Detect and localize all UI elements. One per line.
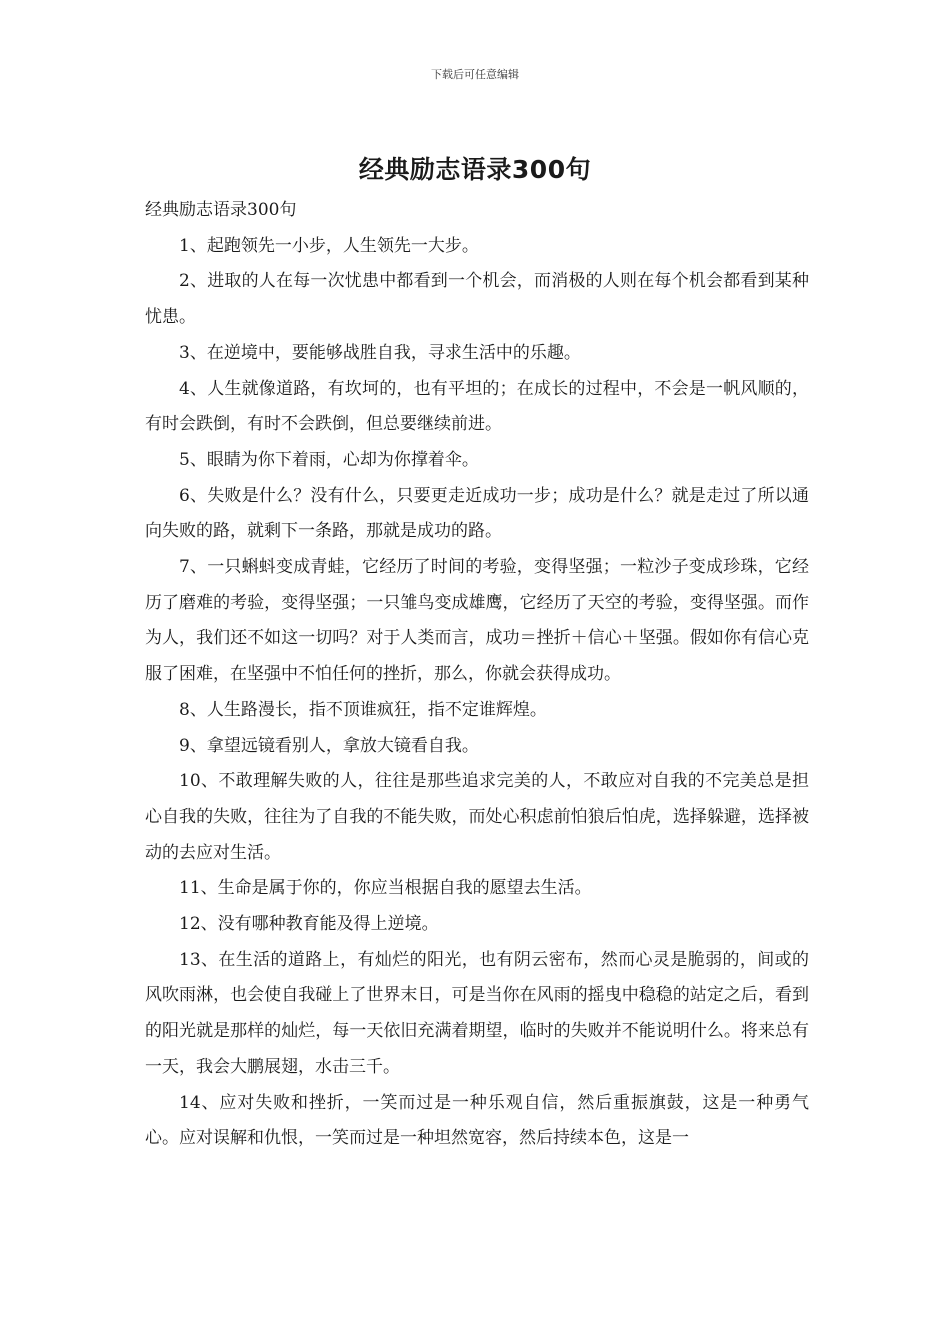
header-note: 下载后可任意编辑 [431, 68, 519, 81]
paragraph: 14、应对失败和挫折，一笑而过是一种乐观自信，然后重振旗鼓，这是一种勇气心。应对误解和仇恨，一笑而过是一种坦然宽容，然后持续本色，这是一 [145, 1092, 809, 1149]
paragraph: 11、生命是属于你的，你应当根据自我的愿望去生活。 [179, 878, 592, 899]
document-body [145, 193, 809, 1157]
paragraph: 13、在生活的道路上，有灿烂的阳光，也有阴云密布，然而心灵是脆弱的，间或的风吹雨淋，也会使自我碰上了世界末日，可是当你在风雨的摇曳中稳稳的站定之后，看到的阳光就是那样的灿烂，每一天依旧充满着期望，临时的失败并不能说明什么。将来总有一天，我会大鹏展翅，水击三千。 [145, 949, 809, 1077]
document-title: 经典励志语录300句 [358, 155, 592, 184]
paragraph: 8、人生路漫长，指不顶谁疯狂，指不定谁辉煌。 [179, 699, 547, 720]
paragraph: 12、没有哪种教育能及得上逆境。 [179, 914, 439, 935]
subtitle-line: 经典励志语录300句 [145, 200, 297, 220]
paragraph: 7、一只蝌蚪变成青蛙，它经历了时间的考验，变得坚强；一粒沙子变成珍珠，它经历了磨难的考验，变得坚强；一只雏鸟变成雄鹰，它经历了天空的考验，变得坚强。而作为人，我们还不如这一切吗？对于人类而言，成功＝挫折＋信心＋坚强。假如你有信心克服了困难，在坚强中不怕任何的挫折，那么，你就会获得成功。 [145, 557, 809, 685]
paragraph: 6、失败是什么？没有什么，只要更走近成功一步；成功是什么？就是走过了所以通向失败的路，就剩下一条路，那就是成功的路。 [145, 485, 809, 542]
paragraph: 9、拿望远镜看别人，拿放大镜看自我。 [179, 735, 479, 756]
paragraph: 10、不敢理解失败的人，往往是那些追求完美的人，不敢应对自我的不完美总是担心自我的失败，往往为了自我的不能失败，而处心积虑前怕狼后怕虎，选择躲避，选择被动的去应对生活。 [145, 771, 809, 863]
paragraph: 4、人生就像道路，有坎坷的，也有平坦的；在成长的过程中，不会是一帆风顺的，有时会跌倒，有时不会跌倒，但总要继续前进。 [145, 378, 809, 435]
paragraph: 3、在逆境中，要能够战胜自我，寻求生活中的乐趣。 [179, 342, 581, 363]
paragraph: 1、起跑领先一小步，人生领先一大步。 [179, 235, 479, 256]
paragraph: 2、进取的人在每一次忧患中都看到一个机会，而消极的人则在每个机会都看到某种忧患。 [145, 271, 809, 328]
paragraph: 5、眼睛为你下着雨，心却为你撑着伞。 [179, 449, 479, 470]
